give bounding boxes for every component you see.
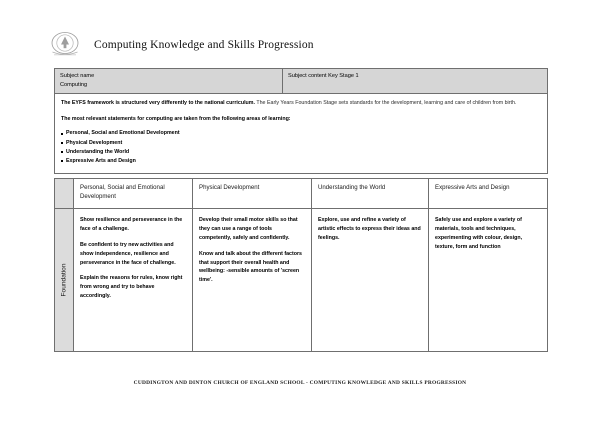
cell-psed	[74, 209, 193, 351]
subject-name-cell	[55, 69, 283, 93]
page-title: Computing Knowledge and Skills Progression	[94, 39, 314, 51]
table-row	[55, 209, 547, 351]
document-footer: CUDDINGTON AND DINTON CHURCH OF ENGLAND SCHOOL - COMPUTING KNOWLEDGE AND SKILLS PROGRESSION	[133, 380, 467, 386]
column-header-expressive-arts-and-design: Expressive Arts and Design	[435, 184, 510, 191]
subject-name-value: Computing	[60, 81, 88, 88]
column-header-physical-development: Physical Development	[193, 179, 312, 208]
list-item: Physical Development	[61, 139, 541, 148]
cell-understanding-the-world	[312, 209, 429, 351]
subject-header-row	[55, 69, 547, 94]
subject-content-label: Subject content Key Stage 1	[288, 73, 359, 79]
cell-paragraph: Develop their small motor skills so that they can use a range of tools competently, safely and confidently.	[199, 217, 298, 241]
intro-body-row	[55, 94, 547, 173]
stage-header-spacer	[55, 179, 74, 208]
cell-paragraph: Safely use and explore a variety of materials, tools and techniques, experimenting with colour, design, texture, form and function	[435, 217, 523, 250]
subject-content-cell	[283, 69, 547, 93]
intro-body-cell	[55, 94, 547, 173]
statements-intro: The most relevant statements for computing are taken from the following areas of learning:	[61, 115, 291, 122]
cell-expressive-arts-and-design	[429, 209, 547, 351]
areas-of-learning-list	[61, 129, 541, 165]
list-item: Personal, Social and Emotional Development	[61, 129, 541, 138]
column-header-psed: Personal, Social and Emotional Development	[74, 179, 193, 208]
eyfs-paragraph	[61, 99, 541, 108]
column-header-understanding-the-world: Understanding the World	[312, 179, 429, 208]
cell-paragraph: Know and talk about the different factors that support their overall health and wellbeing: -sensible amounts of 'screen time'.	[199, 250, 303, 284]
eyfs-bold-text: The EYFS framework is structured very differently to the national curriculum.	[61, 100, 255, 107]
subject-name-label: Subject name	[60, 73, 95, 79]
school-crest-icon	[48, 30, 82, 60]
cell-paragraph: Explain the reasons for rules, know right from wrong and try to behave accordingly.	[80, 275, 183, 300]
document-header	[48, 28, 552, 62]
stage-label-cell	[55, 209, 74, 351]
list-item: Expressive Arts and Design	[61, 157, 541, 166]
cell-paragraph: Show resilience and perseverance in the face of a challenge.	[80, 217, 183, 232]
grid-header-row	[55, 179, 547, 209]
progression-grid-table	[54, 178, 548, 352]
cell-paragraph: Be confident to try new activities and show independence, resilience and perseverance in the face of challenge.	[80, 241, 176, 266]
cell-paragraph: Explore, use and refine a variety of artistic effects to express their ideas and feelings.	[318, 217, 421, 241]
cell-physical-development	[193, 209, 312, 351]
subject-intro-table	[54, 68, 548, 174]
stage-label: Foundation	[60, 263, 68, 297]
list-item: Understanding the World	[61, 148, 541, 157]
eyfs-rest-text: The Early Years Foundation Stage sets standards for the development, learning and care of children from birth.	[256, 100, 517, 107]
